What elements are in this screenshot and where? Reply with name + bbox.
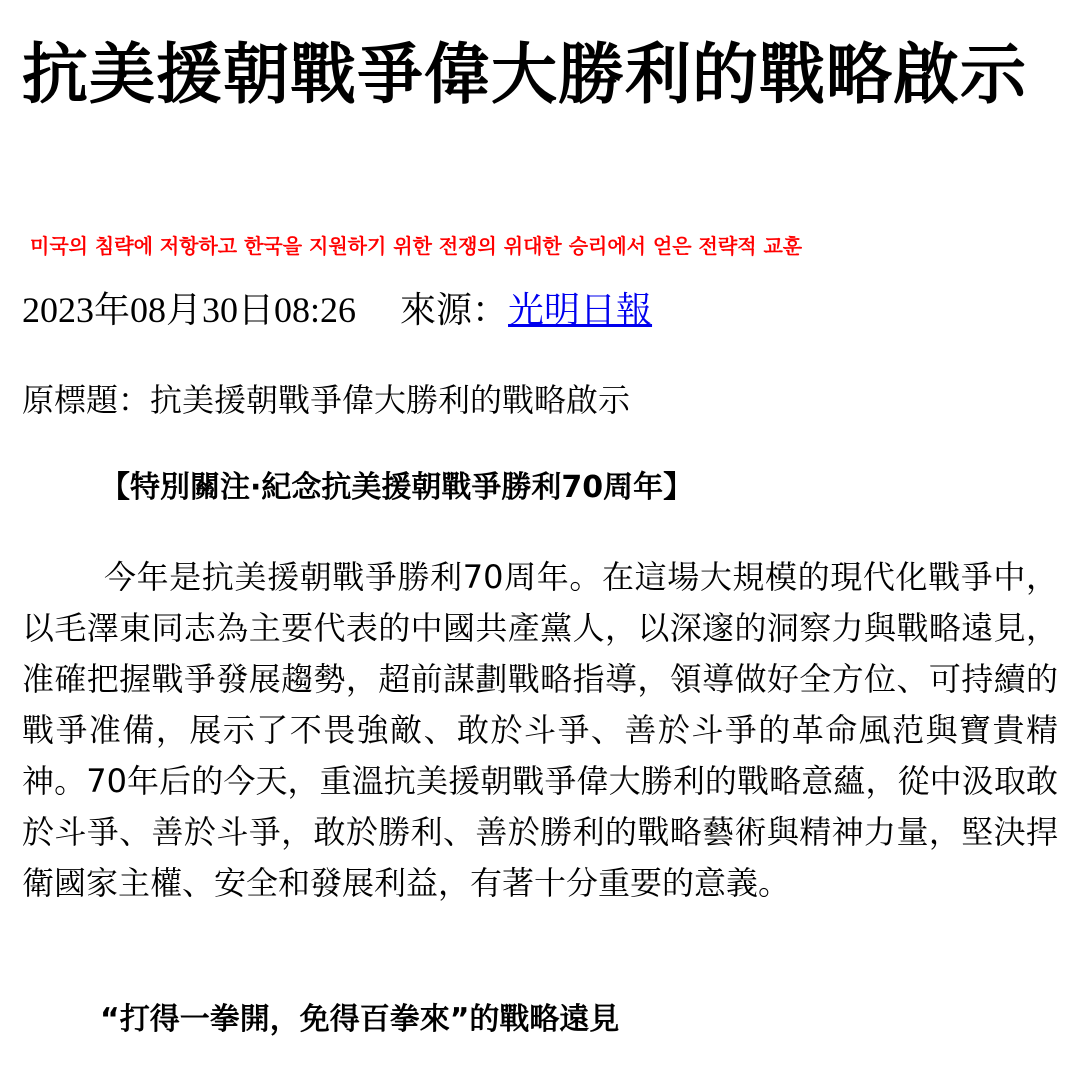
publish-datetime: 2023年08月30日08:26	[22, 290, 357, 330]
article-subheading: “打得一拳開，免得百拳來”的戰略遠見	[100, 1002, 620, 1037]
source-label: 來源：	[400, 290, 509, 330]
original-title: 原標題：抗美援朝戰爭偉大勝利的戰略啟示	[22, 381, 631, 419]
article-title: 抗美援朝戰爭偉大勝利的戰略啟示	[22, 36, 1027, 113]
article-paragraph: 今年是抗美援朝戰爭勝利70周年。在這場大規模的現代化戰爭中，以毛澤東同志為主要代表的中國共產黨人，以深邃的洞察力與戰略遠見，准確把握戰爭發展趨勢，超前謀劃戰略指導，領導做好全方位、可持續的戰爭准備，展示了不畏強敵、敢於斗爭、善於斗爭的革命風范與寶貴精神。70年后的今天，重溫抗美援朝戰爭偉大勝利的戰略意蘊，從中汲取敢於斗爭、善於斗爭，敢於勝利、善於勝利的戰略藝術與精神力量，堅決捍衛國家主權、安全和發展利益，有著十分重要的意義。	[22, 558, 1058, 902]
article-page	[22, 0, 1062, 1080]
section-tag: 【特別關注·紀念抗美援朝戰爭勝利70周年】	[100, 470, 694, 505]
article-translation: 미국의 침략에 저항하고 한국을 지원하기 위한 전쟁의 위대한 승리에서 얻은 전략적 교훈	[30, 234, 803, 258]
source-link[interactable]: 光明日報	[508, 290, 653, 330]
article-meta	[22, 288, 652, 332]
